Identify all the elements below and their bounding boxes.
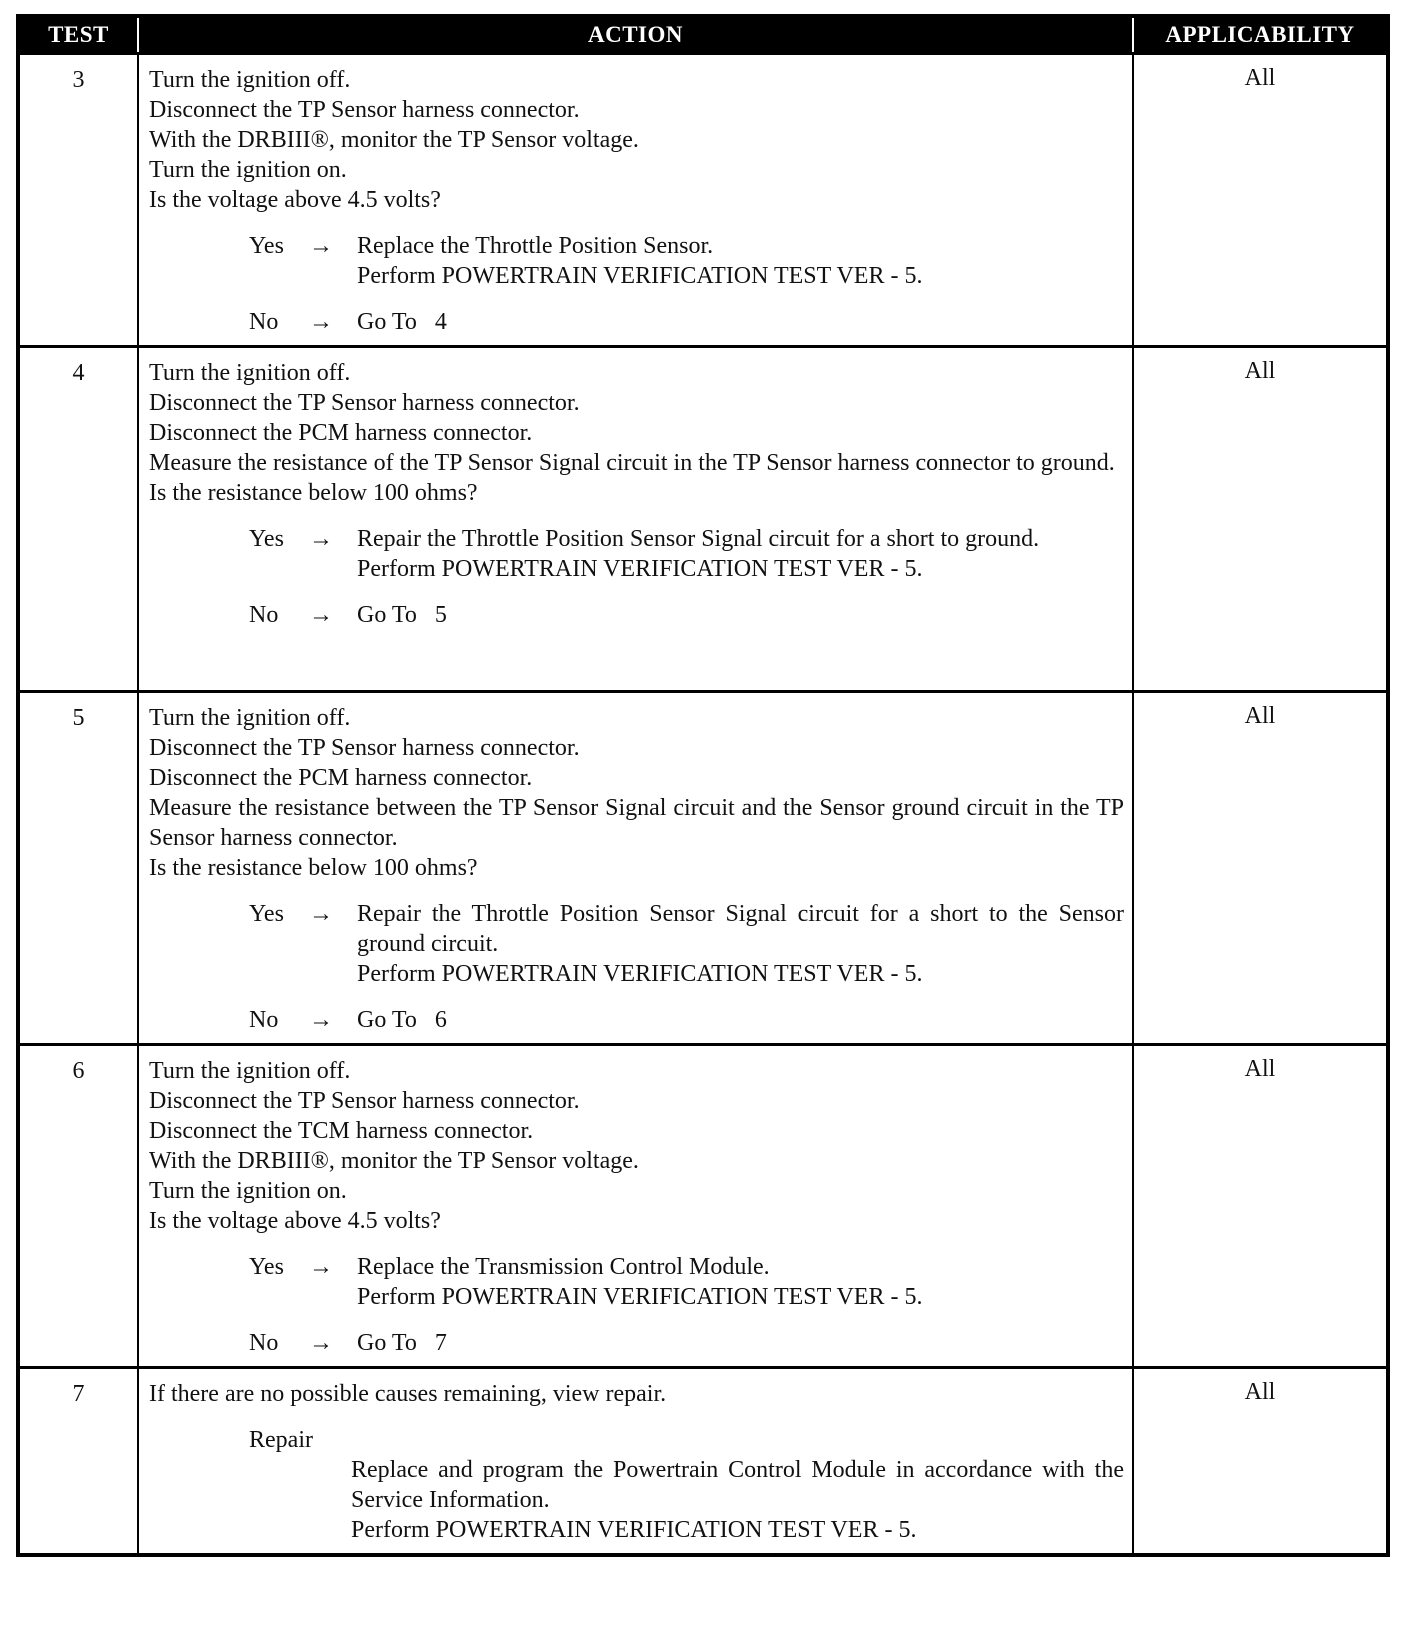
applicability-cell: All	[1133, 347, 1388, 692]
applicability-cell: All	[1133, 692, 1388, 1045]
table-row	[18, 692, 1388, 1045]
action-step: Turn the ignition off.	[149, 1058, 351, 1084]
table-row	[18, 54, 1388, 347]
action-step: Is the voltage above 4.5 volts?	[149, 187, 441, 213]
yes-branch	[249, 524, 1124, 584]
action-step: Disconnect the PCM harness connector.	[149, 765, 533, 791]
no-branch	[249, 307, 1124, 337]
action-step: Disconnect the TP Sensor harness connector.	[149, 97, 580, 123]
action-step: Turn the ignition off.	[149, 360, 351, 386]
no-result: Go To 5	[357, 602, 447, 628]
applicability-cell: All	[1133, 1368, 1388, 1556]
yes-label: Yes	[249, 1254, 284, 1280]
test-number: 5	[18, 692, 138, 1045]
action-cell	[138, 1368, 1133, 1556]
no-result: Go To 7	[357, 1330, 447, 1356]
action-step: If there are no possible causes remaining, view repair.	[149, 1381, 667, 1407]
applicability-cell: All	[1133, 54, 1388, 347]
yes-branch	[249, 231, 1124, 291]
action-step: Turn the ignition off.	[149, 705, 351, 731]
no-label: No	[249, 309, 279, 335]
repair-line: Replace and program the Powertrain Control Module in accordance with the Service Information.	[351, 1457, 1124, 1513]
repair-line: Perform POWERTRAIN VERIFICATION TEST VER - 5.	[351, 1517, 917, 1543]
action-step: Disconnect the TP Sensor harness connector.	[149, 1088, 580, 1114]
action-step: Measure the resistance between the TP Sensor Signal circuit and the Sensor ground circuit in the TP Sensor harness connector.	[149, 795, 1124, 851]
yes-result-line: Replace the Transmission Control Module.	[357, 1254, 770, 1280]
yes-label: Yes	[249, 233, 284, 259]
yes-label: Yes	[249, 526, 284, 552]
test-number: 4	[18, 347, 138, 692]
repair-instructions	[351, 1455, 1124, 1545]
action-step: Is the resistance below 100 ohms?	[149, 855, 478, 881]
table-header-row	[18, 16, 1388, 54]
action-step: Turn the ignition on.	[149, 1178, 347, 1204]
action-step: Turn the ignition on.	[149, 157, 347, 183]
action-cell	[138, 692, 1133, 1045]
arrow-right-icon: →	[309, 1330, 333, 1356]
diagnostic-document	[16, 14, 1390, 1557]
table-row	[18, 1045, 1388, 1368]
table-row	[18, 347, 1388, 692]
test-number: 3	[18, 54, 138, 347]
header-test: TEST	[18, 16, 138, 54]
header-action: ACTION	[138, 16, 1133, 54]
action-step: Is the resistance below 100 ohms?	[149, 480, 478, 506]
action-step: Disconnect the PCM harness connector.	[149, 420, 533, 446]
header-applicability: APPLICABILITY	[1133, 16, 1388, 54]
test-number: 6	[18, 1045, 138, 1368]
action-step: With the DRBIII®, monitor the TP Sensor voltage.	[149, 127, 639, 153]
table-row	[18, 1368, 1388, 1556]
no-branch	[249, 600, 1124, 630]
yes-result-line: Perform POWERTRAIN VERIFICATION TEST VER - 5.	[357, 1284, 923, 1310]
action-cell	[138, 54, 1133, 347]
no-branch	[249, 1005, 1124, 1035]
action-cell	[138, 347, 1133, 692]
action-step: Disconnect the TP Sensor harness connector.	[149, 390, 580, 416]
action-cell	[138, 1045, 1133, 1368]
action-step: With the DRBIII®, monitor the TP Sensor voltage.	[149, 1148, 639, 1174]
no-label: No	[249, 602, 279, 628]
arrow-right-icon: →	[309, 526, 333, 552]
no-label: No	[249, 1330, 279, 1356]
action-step: Turn the ignition off.	[149, 67, 351, 93]
yes-result-line: Perform POWERTRAIN VERIFICATION TEST VER - 5.	[357, 263, 923, 289]
arrow-right-icon: →	[309, 1007, 333, 1033]
diagnostic-test-table	[16, 14, 1390, 1557]
applicability-cell: All	[1133, 1045, 1388, 1368]
yes-result-line: Repair the Throttle Position Sensor Signal circuit for a short to the Sensor ground circuit.	[357, 901, 1124, 957]
yes-label: Yes	[249, 901, 284, 927]
yes-branch	[249, 899, 1124, 989]
no-result: Go To 4	[357, 309, 447, 335]
action-step: Disconnect the TP Sensor harness connector.	[149, 735, 580, 761]
yes-result-line: Perform POWERTRAIN VERIFICATION TEST VER - 5.	[357, 556, 923, 582]
arrow-right-icon: →	[309, 233, 333, 259]
arrow-right-icon: →	[309, 309, 333, 335]
no-branch	[249, 1328, 1124, 1358]
yes-result-line: Replace the Throttle Position Sensor.	[357, 233, 714, 259]
yes-result-line: Perform POWERTRAIN VERIFICATION TEST VER - 5.	[357, 961, 923, 987]
arrow-right-icon: →	[309, 602, 333, 628]
yes-branch	[249, 1252, 1124, 1312]
no-result: Go To 6	[357, 1007, 447, 1033]
arrow-right-icon: →	[309, 1254, 333, 1280]
no-label: No	[249, 1007, 279, 1033]
action-step: Measure the resistance of the TP Sensor Signal circuit in the TP Sensor harness connector to ground.	[149, 450, 1115, 476]
action-step: Disconnect the TCM harness connector.	[149, 1118, 534, 1144]
action-step: Is the voltage above 4.5 volts?	[149, 1208, 441, 1234]
arrow-right-icon: →	[309, 901, 333, 927]
repair-label: Repair	[249, 1427, 313, 1453]
test-number: 7	[18, 1368, 138, 1556]
yes-result-line: Repair the Throttle Position Sensor Signal circuit for a short to ground.	[357, 526, 1040, 552]
